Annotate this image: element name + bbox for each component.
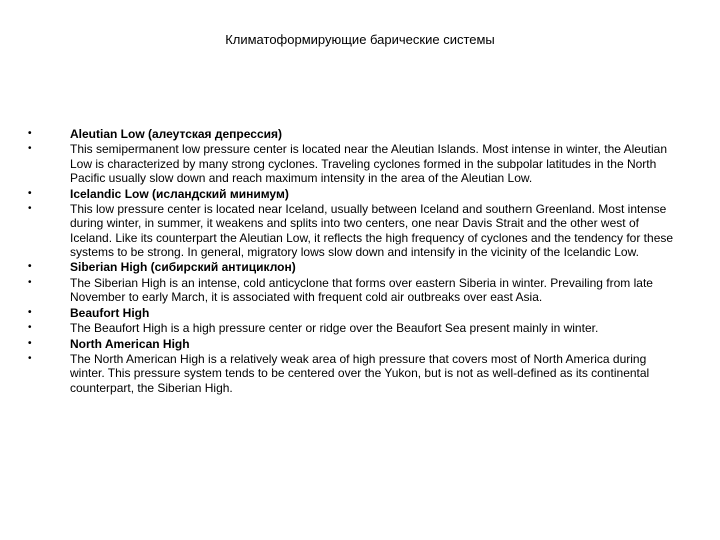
bullet-item-north-american-high-heading [28, 337, 678, 351]
bullet-item-siberian-high-description [28, 276, 678, 305]
bullet-icon: • [28, 203, 32, 215]
bullet-text: North American High [70, 336, 190, 351]
bullet-icon: • [28, 276, 32, 288]
bullet-item-siberian-high-heading [28, 260, 678, 274]
bullet-item-beaufort-high-heading [28, 306, 678, 320]
bullet-text: The Siberian High is an intense, cold anticyclone that forms over eastern Siberia in winter. Prevailing from late November to early March, it is associated with frequent cold air outbreaks over east Asia. [70, 275, 653, 305]
bullet-icon: • [28, 337, 32, 349]
bullet-text: Aleutian Low (алеутская депрессия) [70, 127, 282, 141]
bullet-item-icelandic-low-description [28, 202, 678, 259]
bullet-text: The North American High is a relatively weak area of high pressure that covers most of North America during winter. This pressure system tends to be centered over the Yukon, but is not as well-defined as its continental counterpart, the Siberian High. [70, 352, 650, 395]
bullet-item-north-american-high-description [28, 352, 678, 395]
bullet-icon: • [28, 261, 32, 273]
bullet-icon: • [28, 143, 32, 155]
bullet-icon: • [28, 128, 32, 139]
bullet-text: Beaufort High [70, 305, 150, 320]
bullet-text: This low pressure center is located near Iceland, usually between Iceland and southern Greenland. Most intense during winter, in summer, it weakens and splits into two centers, one near Davis Strait and the other west of Iceland. Like its counterpart the Aleutian Low, it reflects the high frequency of cyclones and the tendency for these systems to be strong. In general, migratory lows slow down and intensify in the vicinity of the Icelandic Low. [70, 202, 674, 259]
bullet-text: Icelandic Low (исландский минимум) [70, 186, 289, 201]
bullet-item-icelandic-low-heading [28, 187, 678, 201]
bullet-icon: • [28, 353, 32, 365]
bullet-text: Siberian High (сибирский антициклон) [70, 260, 296, 275]
bullet-item-beaufort-high-description [28, 321, 678, 335]
slide-title: Климатоформирующие барические системы [225, 32, 495, 47]
bullet-icon: • [28, 322, 32, 334]
bullet-icon: • [28, 306, 32, 318]
bullet-text: The Beaufort High is a high pressure center or ridge over the Beaufort Sea present mainly in winter. [70, 321, 599, 336]
bullet-text: This semipermanent low pressure center is located near the Aleutian Islands. Most intense in winter, the Aleutian Low is characterized by many strong cyclones. Traveling cyclones formed in the subpolar latitudes in the North Pacific usually slow down and reach maximum intensity in the area of the Aleutian Low. [70, 142, 667, 186]
bullet-item-aleutian-low-heading [28, 127, 678, 141]
bullet-icon: • [28, 187, 32, 199]
bullet-list [28, 127, 678, 396]
bullet-item-aleutian-low-description [28, 142, 678, 185]
